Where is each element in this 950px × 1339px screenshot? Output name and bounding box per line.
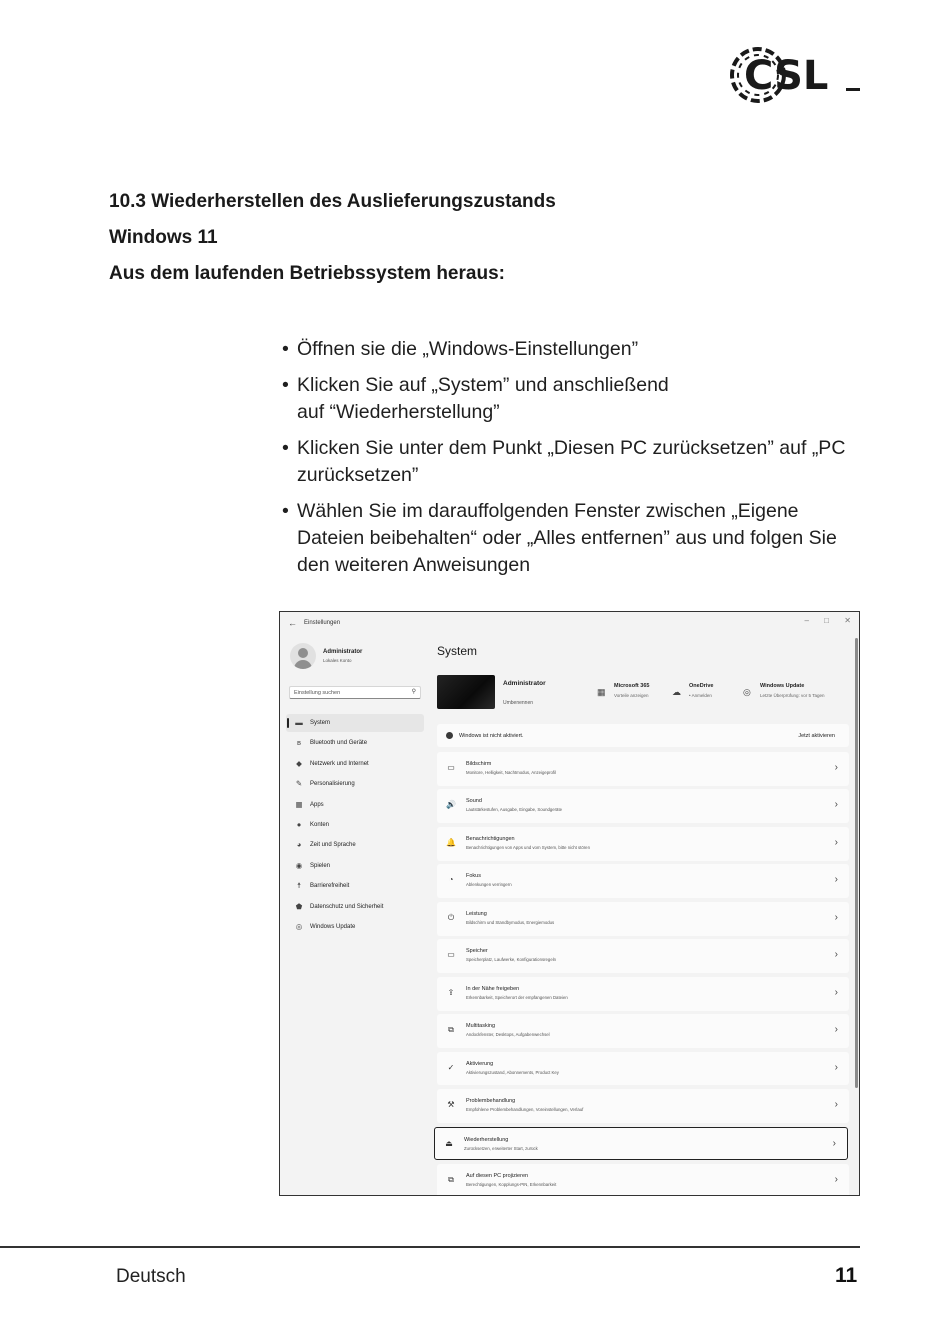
sidebar-nav [286,714,424,938]
info-icon [446,732,453,739]
tile-title: Windows Update [760,683,805,689]
display-icon: ▭ [447,763,455,772]
app-title: Einstellungen [304,620,341,626]
chevron-right-icon: › [834,762,838,773]
setting-subtitle: Bildschirm und Standbymodus, Energiemodus [466,919,555,925]
setting-title: Bildschirm [466,761,492,767]
accessibility-icon: ☨ [296,881,302,891]
settings-row[interactable] [437,789,849,823]
settings-row[interactable] [437,902,849,936]
setting-title: Sound [466,798,482,805]
setting-title: Wiederherstellung [464,1136,509,1143]
profile-account-type: Lokales Konto [323,658,352,663]
scrollbar[interactable] [855,638,858,1088]
footer-divider [0,1246,860,1248]
sidebar-item[interactable] [286,857,424,875]
update-icon: ◎ [743,687,751,697]
speaker-icon: 🔊 [446,800,456,810]
settings-row[interactable] [437,827,849,861]
microsoft-365-icon: ▦ [597,687,606,697]
sidebar-item-label: Apps [310,801,324,808]
avatar[interactable] [290,643,316,669]
sidebar-item-label: Spielen [310,862,331,869]
list-item: • Klicken Sie auf „System” und anschließend auf “Wiederherstellung” [282,372,687,426]
chevron-right-icon: › [832,1137,836,1149]
setting-subtitle: Zurücksetzen, erweiterter Start, zurück [464,1145,538,1151]
back-arrow-icon[interactable]: ← [288,618,297,628]
settings-row[interactable] [437,864,849,898]
gamepad-icon: ◉ [295,860,303,870]
sidebar-item[interactable] [286,898,424,916]
chevron-right-icon: › [834,1061,838,1073]
chevron-right-icon: › [834,949,838,961]
apps-icon: ▦ [295,799,303,809]
settings-row[interactable] [437,1014,849,1048]
sidebar-item-label: Konten [310,821,330,828]
footer-language: Deutsch [116,1266,186,1287]
section-heading: 10.3 Wiederherstellen des Auslieferungszustands [109,191,556,212]
tile-title: Microsoft 365 [614,683,650,689]
setting-subtitle: Speicherplatz, Laufwerke, Konfigurationsregeln [466,957,557,963]
settings-row[interactable] [437,1052,849,1086]
chevron-right-icon: › [834,874,838,886]
activation-banner [437,724,849,747]
setting-subtitle: Monitore, Helligkeit, Nachtmodus, Anzeigeprofil [466,770,557,775]
settings-screenshot [279,611,860,1196]
sidebar-item[interactable] [286,775,424,793]
chevron-right-icon: › [834,1024,838,1036]
setting-title: Auf diesen PC projizieren [466,1173,529,1180]
sidebar-item[interactable] [286,755,424,773]
focus-icon: ◔ [448,875,454,885]
profile-name: Administrator [323,649,363,655]
bluetooth-icon: ʙ [297,738,301,748]
settings-row[interactable] [437,939,849,973]
os-heading: Windows 11 [109,227,218,248]
chevron-right-icon: › [834,836,838,848]
instruction-list [282,336,852,588]
sidebar-item-label: Zeit und Sprache [310,842,356,849]
sidebar-item-label: Personalisierung [310,781,355,788]
brush-icon: ✎ [295,779,303,789]
account-image[interactable] [437,675,495,709]
account-card [437,675,849,715]
check-circle-icon: ✓ [447,1062,455,1072]
chevron-right-icon: › [834,1174,838,1186]
setting-title: Leistung [466,910,487,917]
tile-subtitle: Letzte Überprüfung: vor 5 Tagen [760,693,825,698]
sidebar-item-label: Netzwerk und Internet [310,760,369,767]
list-item: • Wählen Sie im darauffolgenden Fenster zwischen „Eigene Dateien beibehalten“ oder „Alles entfernen” aus und folgen Sie den weiteren Anweisungen [282,498,852,579]
monitor-icon: ▬ [295,718,303,727]
sidebar-item[interactable] [286,816,424,834]
activate-now-button[interactable]: Jetzt aktivieren [798,733,835,739]
page-number: 11 [835,1264,858,1287]
settings-row[interactable] [437,1164,849,1196]
csl-logo [728,40,863,110]
recovery-icon: ⏏ [445,1138,453,1148]
maximize-button[interactable]: □ [824,616,829,625]
chevron-right-icon: › [834,1099,838,1111]
setting-title: In der Nähe freigeben [466,985,520,992]
storage-icon: ▭ [447,950,455,960]
search-icon: ⚲ [411,689,416,695]
settings-row[interactable] [437,752,849,786]
title-bar [280,612,859,636]
wifi-icon: ◆ [296,758,302,768]
sidebar-item-label: Bluetooth und Geräte [310,740,368,747]
sidebar-item-label: Datenschutz und Sicherheit [310,903,384,910]
setting-subtitle: Erkennbarkeit, Speicherort der empfangenen Dateien [466,994,568,1000]
sidebar-item-label: System [310,720,331,726]
project-icon: ⧉ [448,1175,454,1185]
share-icon: ⇪ [447,987,455,997]
list-item: • Klicken Sie unter dem Punkt „Diesen PC zurücksetzen” auf „PC zurücksetzen” [282,435,852,489]
update-icon: ◎ [295,921,303,931]
settings-row[interactable] [437,977,849,1011]
setting-subtitle: Berechtigungen, Kopplungs-PIN, Erkennbarkeit [466,1182,557,1188]
close-button[interactable]: ✕ [844,616,851,625]
setting-title: Benachrichtigungen [466,835,515,842]
chevron-right-icon: › [834,799,838,811]
list-item: • Öffnen sie die „Windows-Einstellungen” [282,336,852,363]
minimize-button[interactable]: – [804,616,809,625]
sidebar-item[interactable] [286,796,424,814]
power-icon: ⏻ [447,912,455,922]
setting-title: Fokus [466,873,481,880]
account-name: Administrator [503,680,546,687]
setting-subtitle: Ablenkungen verringern [466,882,512,888]
cloud-icon: ☁ [672,687,681,697]
setting-title: Problembehandlung [466,1098,516,1105]
setting-subtitle: Benachrichtigungen von Apps und vom System, bitte nicht stören [466,844,590,850]
setting-title: Speicher [466,948,488,955]
tile-subtitle: Vorteile anzeigen [614,693,649,698]
logo-text: CSL [744,53,829,99]
setting-subtitle: Aktivierungszustand, Abonnements, Product Key [466,1069,559,1075]
person-icon: ● [296,819,302,829]
tile-subtitle: • Anmelden [689,693,712,698]
setting-title: Multitasking [466,1023,496,1030]
sidebar-item-label: Barrierefreiheit [310,883,350,890]
search-input[interactable] [289,686,421,699]
setting-subtitle: Lautstärkestufen, Ausgabe, Eingabe, Soundgeräte [466,807,563,813]
activation-text: Windows ist nicht aktiviert. [459,733,524,739]
subheading: Aus dem laufenden Betriebssystem heraus: [109,263,505,284]
settings-row[interactable] [437,1089,849,1123]
globe-clock-icon: ◕ [296,840,302,850]
chevron-right-icon: › [834,911,838,923]
bell-icon: 🔔 [446,837,456,847]
wrench-icon: ⚒ [447,1100,455,1110]
setting-subtitle: Empfohlene Problembehandlungen, Voreinstellungen, Verlauf [466,1107,584,1113]
setting-subtitle: Andockfenster, Desktops, Aufgabenwechsel [466,1032,550,1038]
rename-link[interactable]: Umbenennen [503,700,534,706]
search-placeholder: Einstellung suchen [294,690,341,696]
settings-list [437,752,849,1196]
sidebar-item[interactable] [286,918,424,936]
csl-logo-mark [728,40,863,110]
sidebar-item[interactable] [286,734,424,752]
page-title: System [437,644,478,658]
multitasking-icon: ⧉ [448,1025,454,1035]
sidebar-item[interactable] [286,714,424,732]
settings-row[interactable] [434,1127,848,1161]
shield-icon: ⬟ [295,901,303,911]
sidebar-item[interactable] [286,877,424,895]
sidebar-item-label: Windows Update [310,923,356,930]
tile-title: OneDrive [689,683,714,689]
sidebar-item[interactable] [286,836,424,854]
chevron-right-icon: › [834,986,838,998]
setting-title: Aktivierung [466,1060,494,1067]
